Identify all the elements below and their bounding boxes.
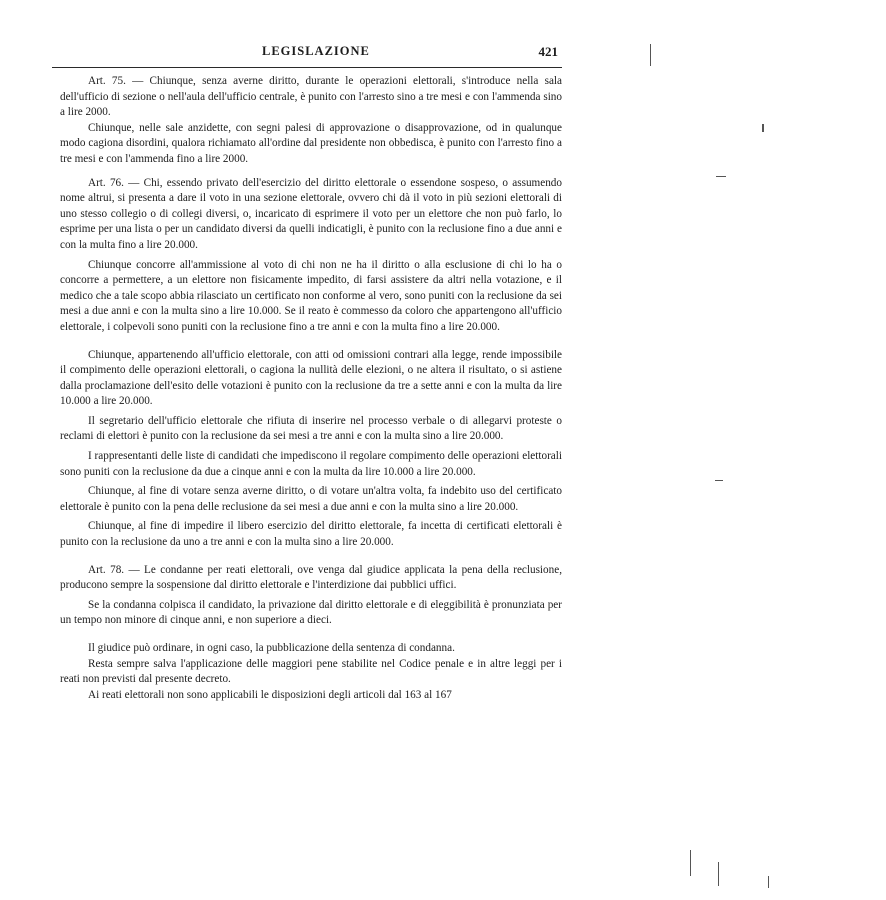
paragraph: Chiunque, nelle sale anzidette, con segni palesi di approvazione o disapprovazione, od in qualunque modo cagiona disordini, qualora richiamato all'ordine dal presidente non obbedisca, è punito con l'arresto fino a tre mesi e con l'ammenda fino a lire 2000. [60,121,562,165]
scan-artifact [690,850,691,876]
document-page [52,40,562,703]
scan-artifact [650,44,651,66]
scan-artifact [718,862,719,886]
page-number: 421 [538,44,558,59]
scan-artifact [716,176,726,177]
paragraph-art-76: Art. 76. — Chi, essendo privato dell'esercizio del diritto elettorale o essendone sospeso, o assumendo nome altrui, si presenta a dare il voto in una sezione elettorale, ovvero chi dà il voto in più sezioni elettorali di uno stesso collegio o di collegi diversi, o, incaricato di esprimere il voto per un elettore che non può farlo, lo esprime per una lista o per un candidato diversi da quelli indicatigli, è punito con la reclusione fino a due anni e con la multa fino a lire 20.000. [60,176,562,251]
paragraph: Se la condanna colpisca il candidato, la privazione dal diritto elettorale e di eleggibilità è pronunziata per un tempo non minore di cinque anni, e non superiore a dieci. [60,598,562,627]
header-rule [52,67,562,68]
scan-artifact [715,480,723,481]
paragraph: Il segretario dell'ufficio elettorale che rifiuta di inserire nel processo verbale o di allegarvi proteste o reclami di elettori è punito con la reclusione da sei mesi a tre anni e con la multa sino a lire 20.000. [60,414,562,443]
scan-artifact [762,124,764,132]
running-title: LEGISLAZIONE [262,44,370,58]
paragraph-art-78: Art. 78. — Le condanne per reati elettorali, ove venga dal giudice applicata la pena della reclusione, producono sempre la sospensione dal diritto elettorale e l'interdizione dai pubblici uffici. [60,563,562,592]
paragraph: Ai reati elettorali non sono applicabili le disposizioni degli articoli dal 163 al 167 [88,688,452,701]
paragraph: Chiunque concorre all'ammissione al voto di chi non ne ha il diritto o alla esclusione di chi lo ha o concorre a permettere, a un elettore non fisicamente impedito, di farsi assistere da altri nella votazione, e il medico che a tale scopo abbia rilasciato un certificato non conforme al vero, sono puniti con la reclusione da sei mesi a due anni e con la multa sino a lire 10.000. Se il reato è commesso da coloro che appartengono all'ufficio elettorale, i colpevoli sono puniti con la reclusione fino a tre anni e con la multa fino a lire 20.000. [60,258,562,333]
paragraph-art-75: Art. 75. — Chiunque, senza averne diritto, durante le operazioni elettorali, s'introduce nella sala dell'ufficio di sezione o nell'aula dell'ufficio centrale, è punito con l'arresto sino a tre mesi e con l'ammenda sino a lire 2000. [60,75,562,119]
body-text [60,74,562,703]
scan-artifact [768,876,769,888]
page-header [52,40,562,60]
paragraph: Chiunque, al fine di impedire il libero esercizio del diritto elettorale, fa incetta di certificati elettorali è punito con la reclusione da uno a tre anni e con la multa sino a lire 20.000. [60,520,562,549]
paragraph: Resta sempre salva l'applicazione delle maggiori pene stabilite nel Codice penale e in altre leggi per i reati non previsti dal presente decreto. [60,657,562,686]
paragraph: Chiunque, al fine di votare senza averne diritto, o di votare un'altra volta, fa indebito uso del certificato elettorale è punito con la pena delle reclusione da sei mesi a due anni e con la multa sino a lire 20.000. [60,485,562,513]
paragraph: Chiunque, appartenendo all'ufficio elettorale, con atti od omissioni contrari alla legge, rende impossibile il compimento delle operazioni elettorali, o cagiona la nullità delle elezioni, o ne altera il risultato, o si astiene dalla proclamazione dell'esito delle votazioni è punito con la reclusione da tre a sette anni e con la multa da lire 10.000 a lire 20.000. [60,348,562,408]
paragraph: Il giudice può ordinare, in ogni caso, la pubblicazione della sentenza di condanna. [88,642,455,654]
paragraph: I rappresentanti delle liste di candidati che impediscono il regolare compimento delle operazioni elettorali sono puniti con la reclusione da due a cinque anni e con la multa da lire 10.000 a lire 20.000. [60,450,562,478]
